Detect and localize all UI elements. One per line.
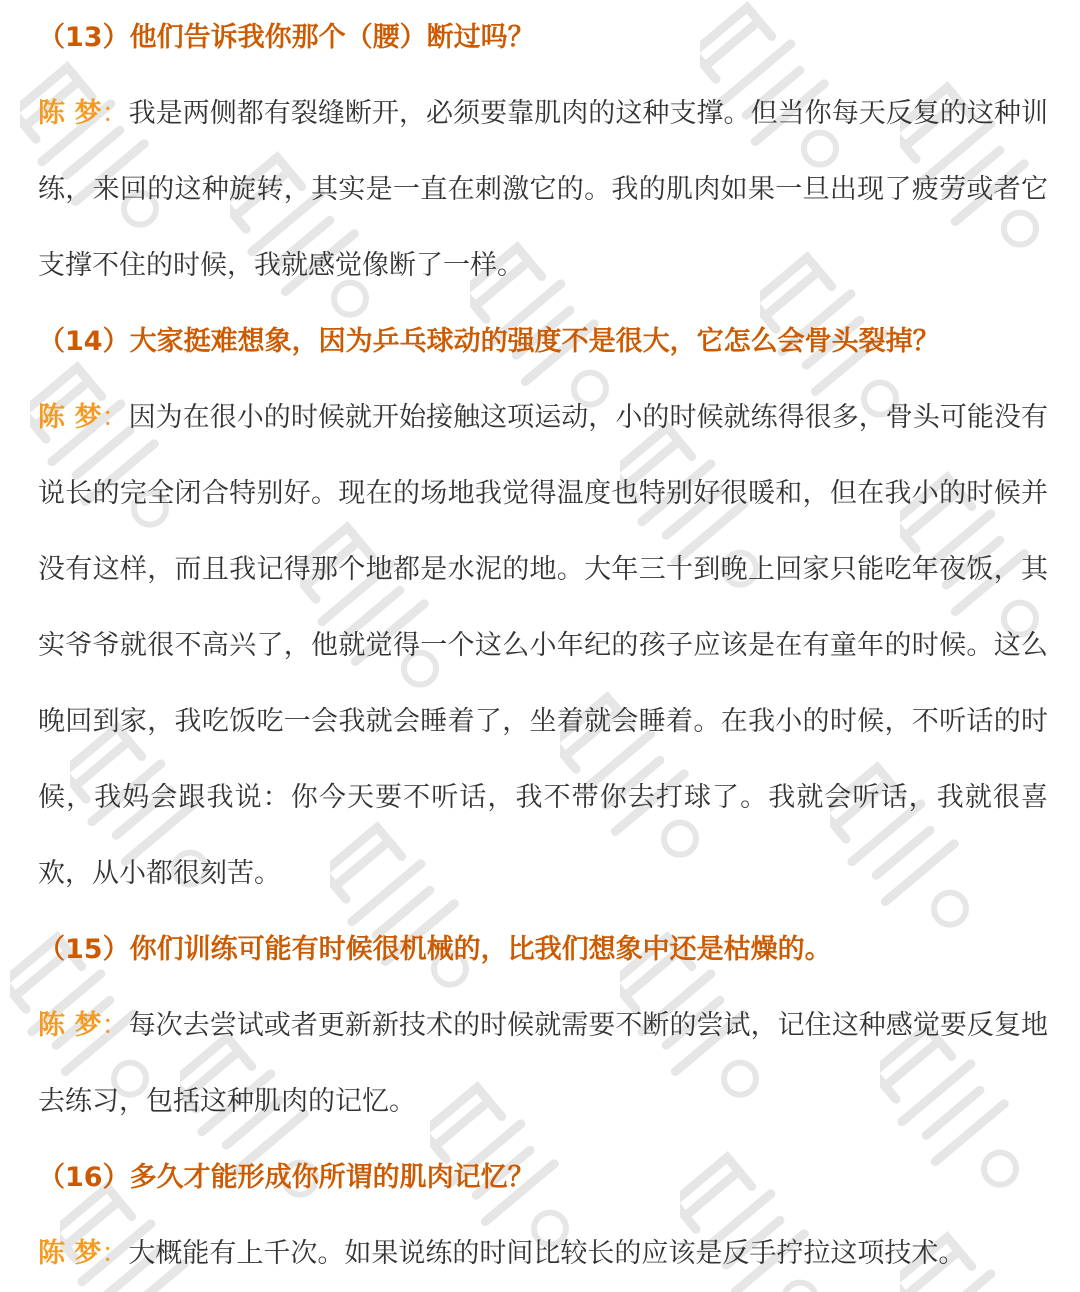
speaker-name: 陈 梦: [38, 1238, 102, 1269]
question-heading: （15）你们训练可能有时候很机械的，比我们想象中还是枯燥的。: [38, 934, 832, 965]
speaker-name: 陈 梦: [38, 1010, 102, 1041]
question-heading: （14）大家挺难想象，因为乒乓球动的强度不是很大，它怎么会骨头裂掉？: [38, 326, 940, 357]
article-body: [38, 0, 1048, 1292]
answer-text: 因为在很小的时候就开始接触这项运动，小的时候就练得很多，骨头可能没有说长的完全闭合特别好。现在的场地我觉得温度也特别好很暖和，但在我小的时候并没有这样，而且我记得那个地都是水泥的地。大年三十到晚上回家只能吃年夜饭，其实爷爷就很不高兴了，他就觉得一个这么小年纪的孩子应该是在有童年的时候。这么晚回到家，我吃饭吃一会我就会睡着了，坐着就会睡着。在我小的时候，不听话的时候，我妈会跟我说：你今天要不听话，我不带你去打球了。我就会听话，我就很喜欢，从小都很刻苦。: [38, 402, 1048, 889]
answer-paragraph: [38, 1216, 1048, 1292]
answer-text: 大概能有上千次。如果说练的时间比较长的应该是反手拧拉这项技术。: [128, 1238, 966, 1269]
answer-paragraph: [38, 380, 1048, 912]
speaker-colon: ：: [101, 1238, 129, 1269]
answer-text: 我是两侧都有裂缝断开，必须要靠肌肉的这种支撑。但当你每天反复的这种训练，来回的这种旋转，其实是一直在刺激它的。我的肌肉如果一旦出现了疲劳或者它支撑不住的时候，我就感觉像断了一样。: [38, 98, 1048, 281]
question-heading: （13）他们告诉我你那个（腰）断过吗？: [38, 22, 535, 53]
speaker-colon: ：: [101, 98, 129, 129]
question-heading: （16）多久才能形成你所谓的肌肉记忆？: [38, 1162, 535, 1193]
answer-text: 每次去尝试或者更新新技术的时候就需要不断的尝试，记住这种感觉要反复地去练习，包括这种肌肉的记忆。: [38, 1010, 1048, 1117]
qa-block-13: [38, 0, 1048, 304]
qa-block-16: [38, 1140, 1048, 1292]
speaker-colon: ：: [101, 1010, 129, 1041]
qa-block-14: [38, 304, 1048, 912]
qa-block-15: [38, 912, 1048, 1140]
speaker-name: 陈 梦: [38, 402, 102, 433]
answer-paragraph: [38, 76, 1048, 304]
speaker-colon: ：: [101, 402, 129, 433]
answer-paragraph: [38, 988, 1048, 1140]
speaker-name: 陈 梦: [38, 98, 102, 129]
